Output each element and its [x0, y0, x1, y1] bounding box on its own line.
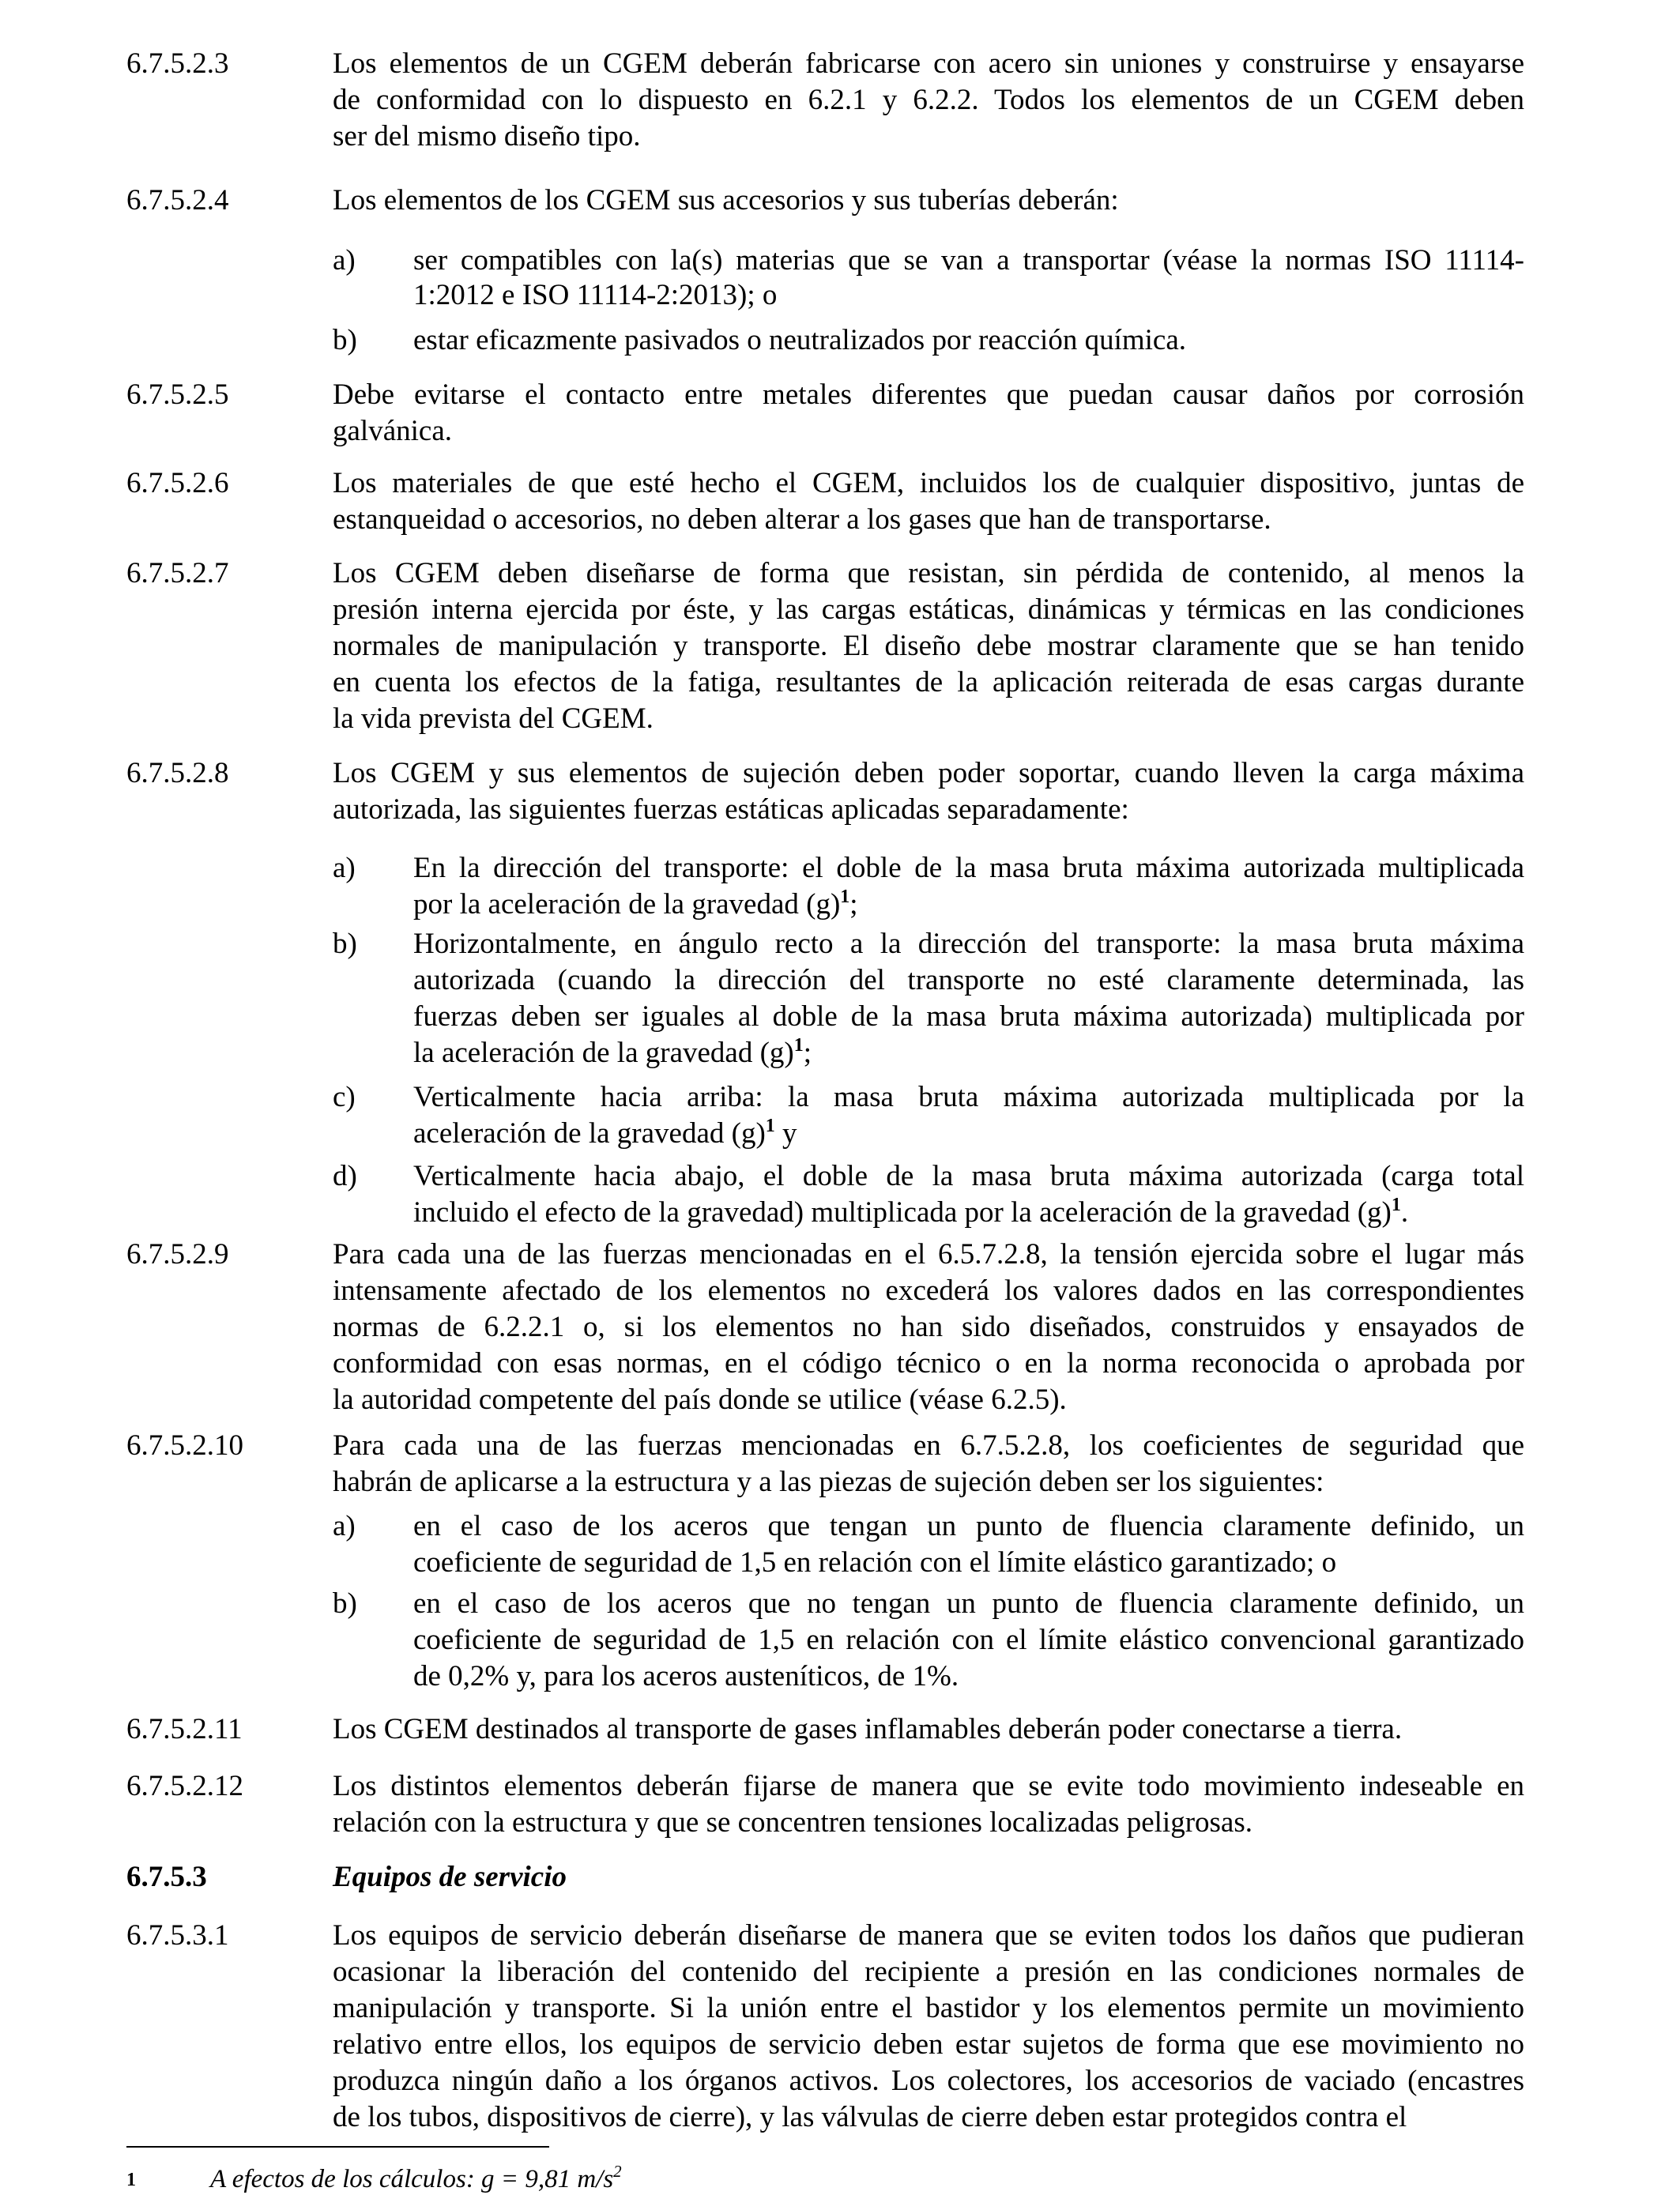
list-item-line: ser compatibles con la(s) materias que se van a transportar (véase la normas ISO 11114-: [413, 244, 1524, 277]
list-item-text: la aceleración de la gravedad (g): [413, 1037, 794, 1069]
section-number: 6.7.5.2.9: [126, 1238, 229, 1271]
paragraph-line: Los CGEM destinados al transporte de gases inflamables deberán poder conectarse a tierra.: [333, 1713, 1403, 1745]
footnote-reference: 1: [793, 1035, 804, 1056]
paragraph-line: Los CGEM deben diseñarse de forma que resistan, sin pérdida de contenido, al menos la: [333, 557, 1524, 589]
section-number: 6.7.5.2.11: [126, 1713, 243, 1745]
list-item-line: [413, 1035, 1524, 1071]
list-item-line: Horizontalmente, en ángulo recto a la dirección del transporte: la masa bruta máxima: [413, 928, 1524, 960]
list-item-line: coeficiente de seguridad de 1,5 en relación con el límite elástico convencional garantizado: [413, 1624, 1524, 1656]
list-item-line: estar eficazmente pasivados o neutralizados por reacción química.: [413, 324, 1187, 356]
list-item-label: b): [333, 1587, 357, 1620]
list-item-tail: y: [774, 1117, 797, 1150]
list-item-line: 1:2012 e ISO 11114-2:2013); o: [413, 279, 778, 311]
list-item-line: en el caso de los aceros que tengan un punto de fluencia claramente definido, un: [413, 1510, 1524, 1542]
list-item-line: coeficiente de seguridad de 1,5 en relación con el límite elástico garantizado; o: [413, 1546, 1337, 1579]
list-item-line: Verticalmente hacia abajo, el doble de la masa bruta máxima autorizada (carga total: [413, 1160, 1524, 1192]
paragraph-line: Los equipos de servicio deberán diseñarse de manera que se eviten todos los daños que pudieran: [333, 1919, 1524, 1952]
list-item-line: [413, 887, 1524, 923]
list-item-line: en el caso de los aceros que no tengan un punto de fluencia claramente definido, un: [413, 1587, 1524, 1620]
list-item-line: de 0,2% y, para los aceros austeníticos, de 1%.: [413, 1660, 959, 1692]
paragraph-line: ocasionar la liberación del contenido del recipiente a presión en las condiciones normales de: [333, 1956, 1524, 1988]
paragraph-line: Para cada una de las fuerzas mencionadas en el 6.5.7.2.8, la tensión ejercida sobre el lugar más: [333, 1238, 1524, 1271]
list-item-label: b): [333, 324, 357, 356]
paragraph-line: habrán de aplicarse a la estructura y a las piezas de sujeción deben ser los siguientes:: [333, 1466, 1324, 1498]
list-item-tail: .: [1400, 1196, 1409, 1229]
paragraph-line: de conformidad con lo dispuesto en 6.2.1 y 6.2.2. Todos los elementos de un CGEM deben: [333, 84, 1524, 116]
paragraph-line: relativo entre ellos, los equipos de servicio deben estar sujetos de forma que ese movimiento no: [333, 2028, 1524, 2061]
paragraph-line: la vida prevista del CGEM.: [333, 702, 654, 735]
list-item-text: por la aceleración de la gravedad (g): [413, 888, 841, 921]
paragraph-line: ser del mismo diseño tipo.: [333, 120, 641, 152]
paragraph-line: produzca ningún daño a los órganos activos. Los colectores, los accesorios de vaciado (encastres: [333, 2065, 1524, 2097]
section-number: 6.7.5.2.12: [126, 1770, 243, 1802]
paragraph-line: Los elementos de los CGEM sus accesorios y sus tuberías deberán:: [333, 184, 1119, 216]
paragraph-line: Debe evitarse el contacto entre metales diferentes que puedan causar daños por corrosión: [333, 378, 1524, 411]
section-number: 6.7.5.2.3: [126, 47, 229, 80]
list-item-label: b): [333, 928, 357, 960]
footnote-mark: 1: [126, 2170, 136, 2190]
paragraph-line: conformidad con esas normas, en el código técnico o en la norma reconocida o aprobada por: [333, 1347, 1524, 1380]
footnote-separator: [126, 2146, 549, 2148]
section-number: 6.7.5.2.5: [126, 378, 229, 411]
paragraph-line: relación con la estructura y que se concentren tensiones localizadas peligrosas.: [333, 1806, 1253, 1839]
list-item-line: autorizada (cuando la dirección del transporte no esté claramente determinada, las: [413, 964, 1524, 996]
list-item-tail: ;: [803, 1037, 812, 1069]
section-number: 6.7.5.2.8: [126, 757, 229, 789]
paragraph-line: Para cada una de las fuerzas mencionadas en 6.7.5.2.8, los coeficientes de seguridad que: [333, 1429, 1524, 1462]
footnote-text: A efectos de los cálculos: g = 9,81 $m/s^2$: [210, 2162, 622, 2193]
list-item-text: incluido el efecto de la gravedad) multiplicada por la aceleración de la gravedad (g): [413, 1196, 1392, 1229]
footnote-reference: 1: [1391, 1195, 1401, 1215]
paragraph-line: autorizada, las siguientes fuerzas estáticas aplicadas separadamente:: [333, 793, 1129, 826]
paragraph-line: Los materiales de que esté hecho el CGEM, incluidos los de cualquier dispositivo, juntas de: [333, 467, 1524, 499]
paragraph-line: presión interna ejercida por éste, y las cargas estáticas, dinámicas y térmicas en las condiciones: [333, 593, 1524, 626]
paragraph-line: Los distintos elementos deberán fijarse de manera que se evite todo movimiento indeseable en: [333, 1770, 1524, 1802]
section-number: 6.7.5.2.10: [126, 1429, 243, 1462]
list-item-label: d): [333, 1160, 357, 1192]
list-item-label: a): [333, 852, 356, 884]
list-item-label: c): [333, 1081, 356, 1113]
section-number: 6.7.5.3.1: [126, 1919, 229, 1952]
footnote-reference: 1: [840, 887, 850, 907]
paragraph-line: la autoridad competente del país donde se utilice (véase 6.2.5).: [333, 1384, 1067, 1416]
list-item-label: a): [333, 1510, 356, 1542]
paragraph-line: galvánica.: [333, 415, 452, 447]
paragraph-line: estanqueidad o accesorios, no deben alterar a los gases que han de transportarse.: [333, 503, 1271, 536]
paragraph-line: normas de 6.2.2.1 o, si los elementos no han sido diseñados, construidos y ensayados de: [333, 1311, 1524, 1343]
list-item-line: En la dirección del transporte: el doble de la masa bruta máxima autorizada multiplicada: [413, 852, 1524, 884]
paragraph-line: normales de manipulación y transporte. El diseño debe mostrar claramente que se han tenido: [333, 630, 1524, 662]
list-item-line: [413, 1195, 1524, 1231]
paragraph-line: Los CGEM y sus elementos de sujeción deben poder soportar, cuando lleven la carga máxima: [333, 757, 1524, 789]
paragraph-line: en cuenta los efectos de la fatiga, resultantes de la aplicación reiterada de esas cargas durante: [333, 666, 1524, 698]
list-item-line: Verticalmente hacia arriba: la masa bruta máxima autorizada multiplicada por la: [413, 1081, 1524, 1113]
list-item-line: fuerzas deben ser iguales al doble de la masa bruta máxima autorizada) multiplicada por: [413, 1000, 1524, 1033]
list-item-label: a): [333, 244, 356, 277]
paragraph-line: manipulación y transporte. Si la unión entre el bastidor y los elementos permite un movimiento: [333, 1992, 1524, 2024]
footnote-reference: 1: [765, 1116, 775, 1136]
paragraph-line: Los elementos de un CGEM deberán fabricarse con acero sin uniones y construirse y ensayarse: [333, 47, 1524, 80]
list-item-tail: ;: [849, 888, 858, 921]
list-item-line: [413, 1116, 1524, 1152]
list-item-text: aceleración de la gravedad (g): [413, 1117, 766, 1150]
paragraph-line: de los tubos, dispositivos de cierre), y las válvulas de cierre deben estar protegidos contra el: [333, 2101, 1407, 2133]
section-number: 6.7.5.2.7: [126, 557, 229, 589]
section-number: 6.7.5.2.6: [126, 467, 229, 499]
paragraph-line: intensamente afectado de los elementos no excederá los valores dados en las correspondientes: [333, 1274, 1524, 1307]
section-heading: Equipos de servicio: [333, 1861, 567, 1893]
section-number: 6.7.5.3: [126, 1861, 207, 1893]
section-number: 6.7.5.2.4: [126, 184, 229, 216]
